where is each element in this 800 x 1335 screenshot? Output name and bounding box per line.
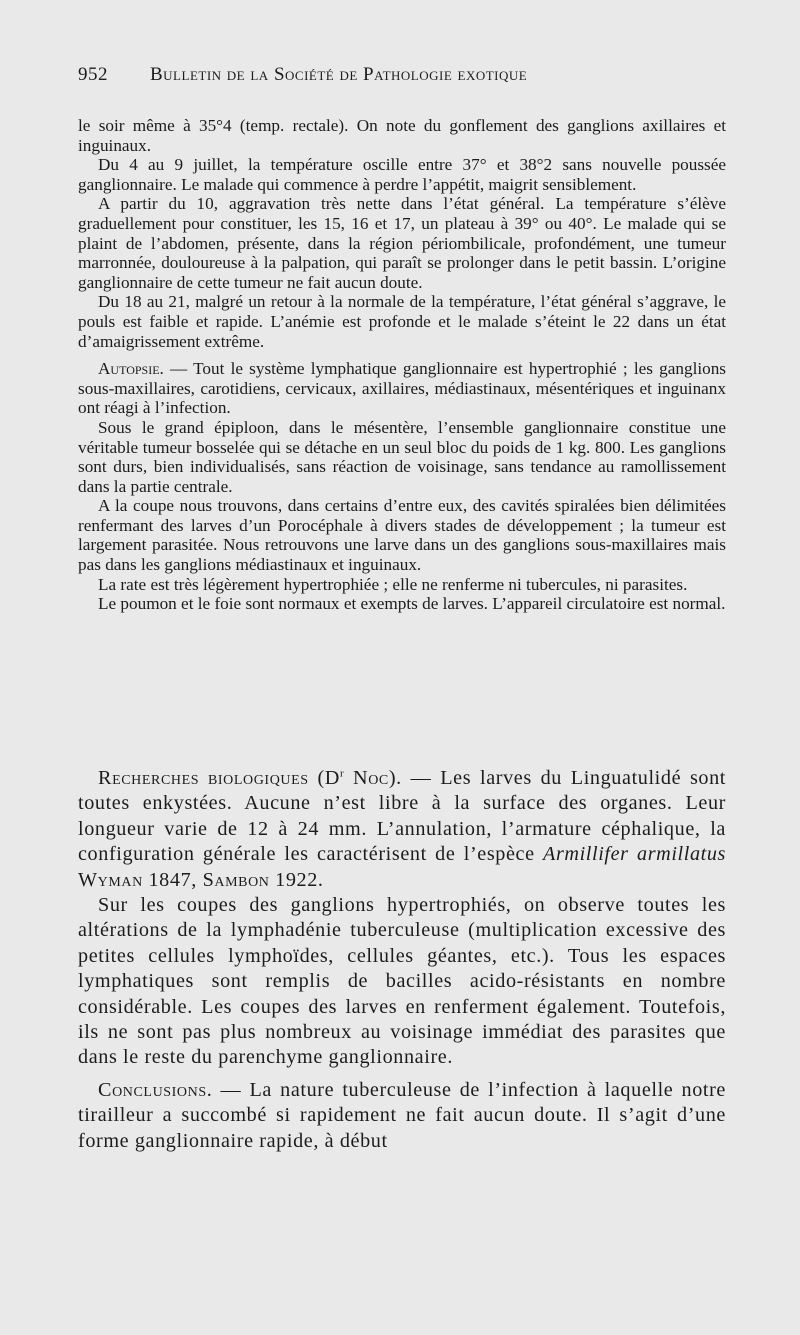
section-heading-conclusions: Conclusions. (98, 1078, 213, 1101)
page-number: 952 (78, 64, 108, 85)
section-heading-autopsy: Autopsie. (98, 359, 164, 379)
taxon-author-wyman: Wyman (78, 868, 143, 891)
paragraph: A la coupe nous trouvons, dans certains d’entre eux, des cavités spiralées bien délimitées renfermant des larves d’un Porocéphale à divers stades de développement ; la tumeur est largement parasitée. Nous retrouvons une larve dans un des ganglions sous-maxillaires mais pas dans les ganglions médiastinaux et inguinaux. (78, 496, 726, 575)
author-note (309, 767, 402, 789)
author-note-superscript: r (339, 767, 345, 780)
biological-research-section (78, 766, 726, 1154)
paragraph: La rate est très légèrement hypertrophiée ; elle ne renferme ni tubercules, ni parasites. (98, 574, 688, 594)
taxon-author-sambon: Sambon (202, 868, 270, 891)
species-name: Armillifer armillatus (543, 843, 727, 866)
running-title: Bulletin de la Société de Pathologie exotique (150, 64, 528, 85)
paragraph: Sous le grand épiploon, dans le mésentère, l’ensemble ganglionnaire constitue une véritable tumeur bosselée qui se détache en un seul bloc du poids de 1 kg. 800. Les ganglions sont durs, bien individualisés, sans réaction de voisinage, sans tendance au ramollissement dans la partie centrale. (78, 417, 726, 496)
author-note-name: Noc). (344, 767, 402, 789)
paragraph: Le poumon et le foie sont normaux et exempts de larves. L’appareil circulatoire est normal. (98, 594, 726, 614)
page-header (78, 64, 738, 86)
conclusions-paragraph (78, 1078, 726, 1154)
case-report-section (78, 116, 726, 614)
paragraph-text: 1847, (142, 868, 203, 891)
autopsy-paragraph (78, 359, 726, 418)
paragraph-text: 1922. (269, 868, 324, 891)
paragraph: A partir du 10, aggravation très nette dans l’état général. La température s’élève graduellement pour constituer, les 15, 16 et 17, un plateau à 39° ou 40°. Le malade qui se plaint de l’abdomen, présente, dans la région périombilicale, profondément, une tumeur marronnée, douloureuse à la palpation, qui paraît se prolonger dans le petit bassin. L’origine ganglionnaire de cette tumeur ne fait aucun doute. (78, 194, 726, 292)
paragraph: Du 18 au 21, malgré un retour à la normale de la température, l’état général s’aggrave, le pouls est faible et rapide. L’anémie est profonde et le malade s’éteint le 22 dans un état d’amaigrissement extrême. (78, 292, 726, 351)
biological-research-paragraph (78, 766, 726, 893)
paragraph-text: — Les larves du Linguatulidé sont toutes enkystées. Aucune n’est libre à la surface des organes. Leur longueur varie de 12 à 24 mm. L’annulation, l’armature céphalique, la configuration générale les caractérisent de l’espèce (78, 767, 726, 866)
paragraph: Du 4 au 9 juillet, la température oscille entre 37° et 38°2 sans nouvelle poussée ganglionnaire. Le malade qui commence à perdre l’appétit, maigrit sensiblement. (78, 155, 726, 194)
paragraph-text: — La nature tuberculeuse de l’infection à laquelle notre tirailleur a succombé si rapidement ne fait aucun doute. Il s’agit d’une forme ganglionnaire rapide, à début (78, 1078, 726, 1152)
paragraph-text: — Tout le système lymphatique ganglionnaire est hypertrophié ; les ganglions sous-maxillaires, carotidiens, cervicaux, axillaires, médiastinaux, mésentériques et inguinanx ont réagi à l’infection. (78, 359, 726, 418)
paragraph: Sur les coupes des ganglions hypertrophiés, on observe toutes les altérations de la lymphadénie tuberculeuse (multiplication excessive des petites cellules lymphoïdes, cellules géantes, etc.). Tous les espaces lymphatiques sont remplis de bacilles acido-résistants en nombre considérable. Les coupes des larves en renferment également. Toutefois, ils ne sont pas plus nombreux au voisinage immédiat des parasites que dans le reste du parenchyme ganglionnaire. (78, 894, 726, 1069)
section-heading-research: Recherches biologiques (98, 767, 309, 789)
paragraph: le soir même à 35°4 (temp. rectale). On note du gonflement des ganglions axillaires et inguinaux. (78, 116, 726, 155)
author-note-text: (D (308, 767, 340, 789)
